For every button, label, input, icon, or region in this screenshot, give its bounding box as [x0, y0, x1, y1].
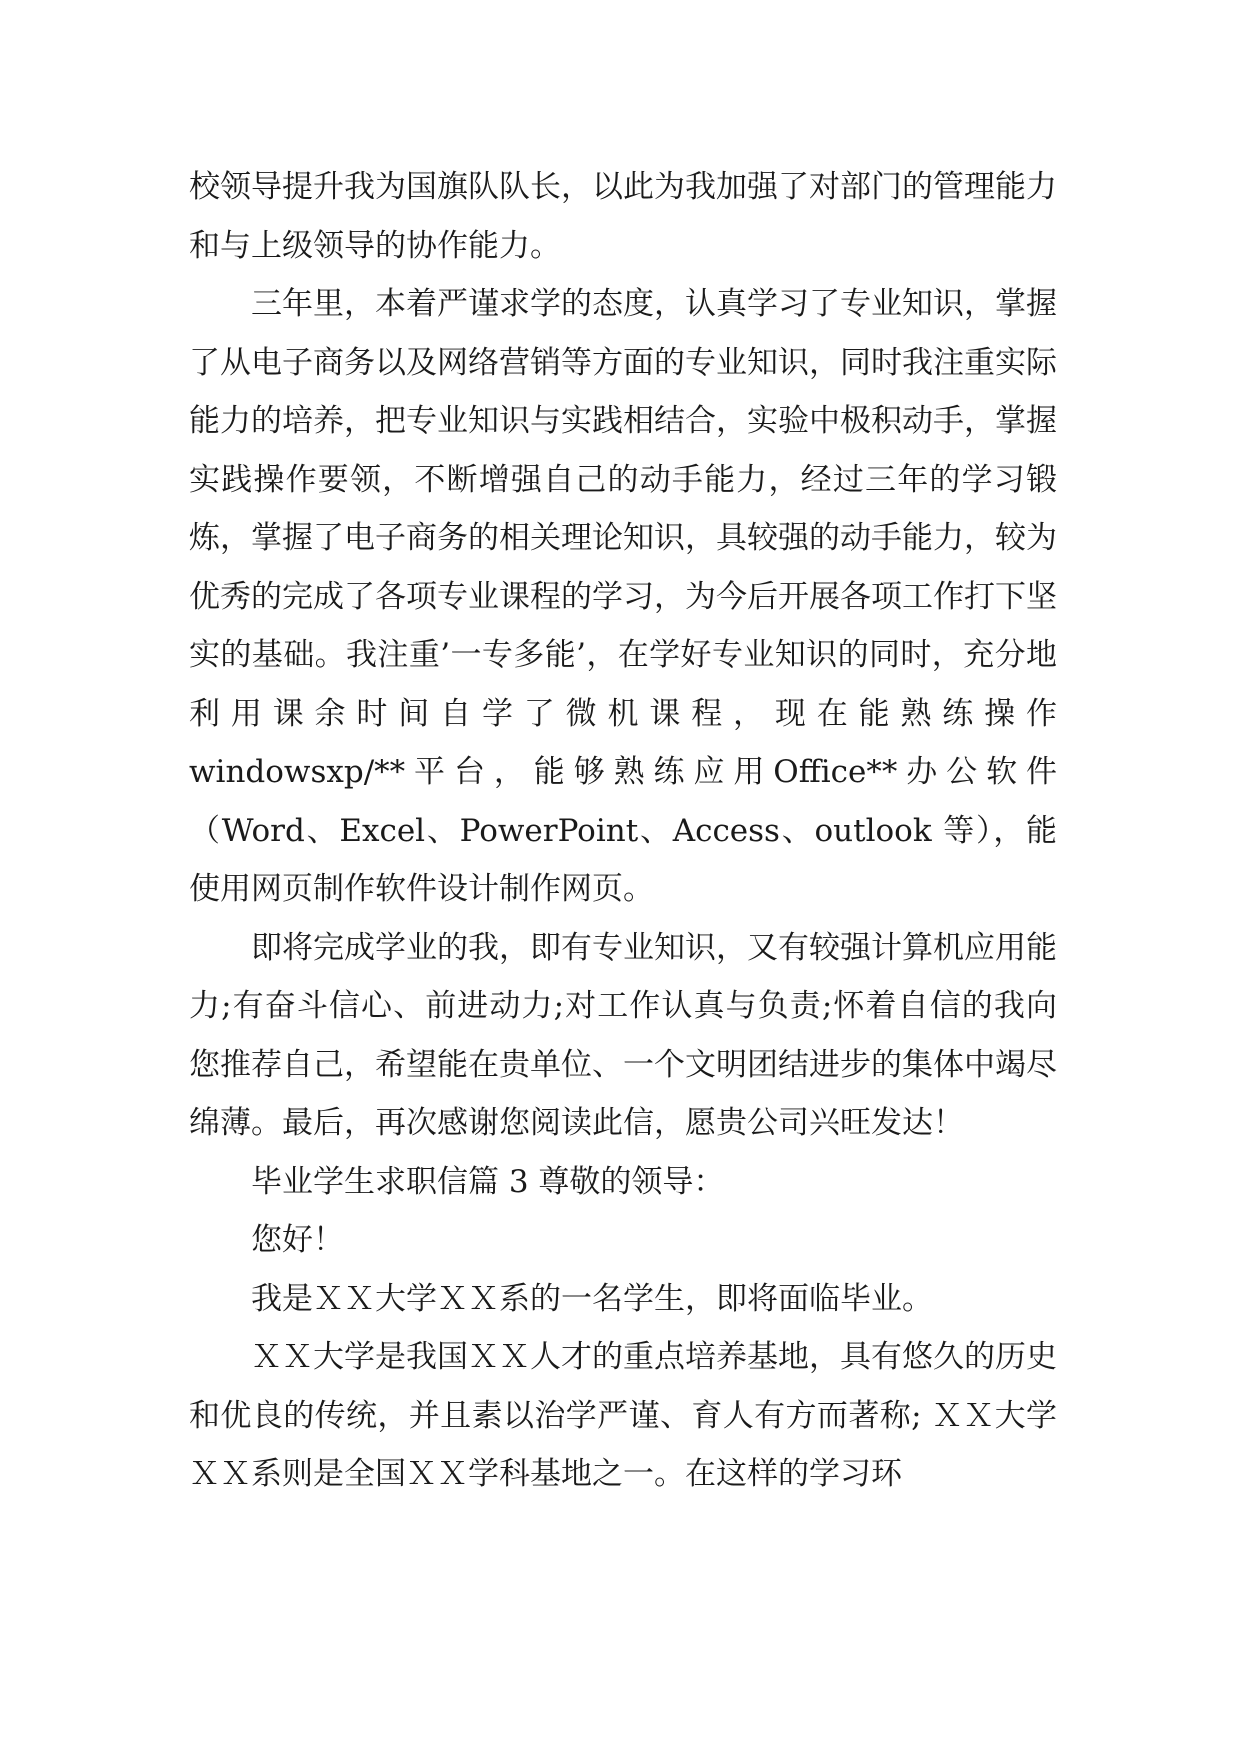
paragraph: ＸＸ大学是我国ＸＸ人才的重点培养基地，具有悠久的历史和优良的传统，并且素以治学严谨、育人有方而著称; ＸＸ大学ＸＸ系则是全国ＸＸ学科基地之一。在这样的学习环 [189, 1339, 1057, 1492]
paragraph: 我是ＸＸ大学ＸＸ系的一名学生，即将面临毕业。 [251, 1280, 933, 1317]
paragraph: 校领导提升我为国旗队队长，以此为我加强了对部门的管理能力和与上级领导的协作能力。 [189, 169, 1057, 264]
paragraph: 即将完成学业的我，即有专业知识，又有较强计算机应用能力;有奋斗信心、前进动力;对工作认真与负责;怀着自信的我向您推荐自己，希望能在贵单位、一个文明团结进步的集体中竭尽绵薄。最后，再次感谢您阅读此信，愿贵公司兴旺发达！ [189, 929, 1057, 1141]
paragraph: 三年里，本着严谨求学的态度，认真学习了专业知识，掌握了从电子商务以及网络营销等方面的专业知识，同时我注重实际能力的培养，把专业知识与实践相结合，实验中极积动手，掌握实践操作要领，不断增强自己的动手能力，经过三年的学习锻炼，掌握了电子商务的相关理论知识，具较强的动手能力，较为优秀的完成了各项专业课程的学习，为今后开展各项工作打下坚实的基础。我注重’一专多能’，在学好专业知识的同时，充分地利用课余时间自学了微机课程，现在能熟练操作 windowsxp/**平台，能够熟练应用Office**办公软件（Word、Excel、PowerPoint、Access、outlook 等），能使用网页制作软件设计制作网页。 [189, 286, 1057, 907]
document-body [189, 158, 1057, 1504]
section-heading: 毕业学生求职信篇 3 尊敬的领导： [251, 1163, 725, 1200]
greeting: 您好！ [251, 1222, 344, 1258]
